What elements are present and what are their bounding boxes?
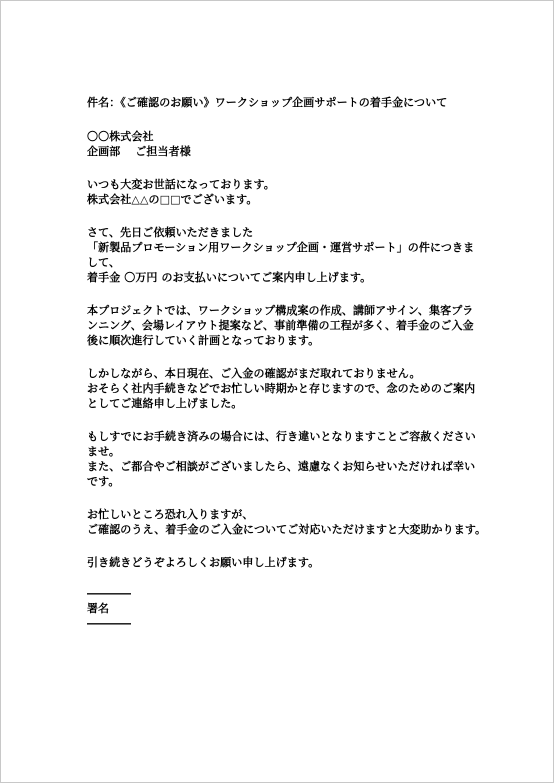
paragraph-line: さて、先日ご依頼いただきました — [87, 226, 254, 239]
paragraph-request — [87, 225, 487, 285]
greeting-line: いつも大変お世話になっております。 — [87, 178, 275, 191]
paragraph-line: ンニング、会場レイアウト提案など、事前準備の工程が多く、着手金のご入金 — [87, 319, 474, 332]
signature-bottom-rule: ―――― — [87, 617, 131, 630]
subject-line: 件名：《ご確認のお願い》ワークショップ企画サポートの着手金について — [87, 96, 448, 109]
paragraph-closing — [87, 555, 487, 570]
paragraph-line: して、 — [87, 256, 121, 269]
paragraph-line: としてご連絡申し上げました。 — [87, 397, 243, 410]
greeting-line: 株式会社△△の□□でございます。 — [87, 193, 258, 206]
recipient-block — [87, 129, 487, 159]
paragraph-line: しかしながら、本日現在、ご入金の確認がまだ取れておりません。 — [87, 367, 421, 380]
signature-top-rule: ―――― — [87, 587, 131, 600]
paragraph-line: 引き続きどうぞよろしくお願い申し上げます。 — [87, 556, 320, 569]
paragraph-line: 着手金 〇万円 のお支払いについてご案内申し上げます。 — [87, 271, 372, 284]
email-body — [87, 95, 487, 631]
paragraph-request-action — [87, 507, 487, 537]
recipient-company: 〇〇株式会社 — [87, 130, 154, 143]
greeting-block — [87, 177, 487, 207]
paragraph-line: また、ご都合やご相談がございましたら、遠慮なくお知らせいただければ幸い — [87, 460, 476, 473]
signature-label: 署名 — [87, 602, 109, 615]
paragraph-line: です。 — [87, 475, 120, 488]
subject — [87, 95, 487, 110]
paragraph-line: 本プロジェクトでは、ワークショップ構成案の作成、講師アサイン、集客プラ — [87, 304, 474, 317]
paragraph-line: 後に順次進行していく計画となっております。 — [87, 334, 320, 347]
paragraph-line: おそらく社内手続きなどでお忙しい時期かと存じますので、念のためのご案内 — [87, 382, 476, 395]
paragraph-project — [87, 303, 487, 348]
paragraph-apology — [87, 429, 487, 489]
paragraph-unpaid — [87, 366, 487, 411]
recipient-department: 企画部 ご担当者様 — [87, 145, 191, 158]
paragraph-line: お忙しいところ恐れ入りますが、 — [87, 508, 254, 521]
signature-block — [87, 586, 487, 631]
paragraph-line: もしすでにお手続き済みの場合には、行き違いとなりますことご容赦ください — [87, 430, 476, 443]
paragraph-line: ませ。 — [87, 445, 120, 458]
paragraph-line: ご確認のうえ、着手金のご入金についてご対応いただけますと大変助かります。 — [87, 523, 487, 536]
paragraph-line: 「新製品プロモーション用ワークショップ企画・運営サポート」の件につきま — [87, 241, 475, 254]
